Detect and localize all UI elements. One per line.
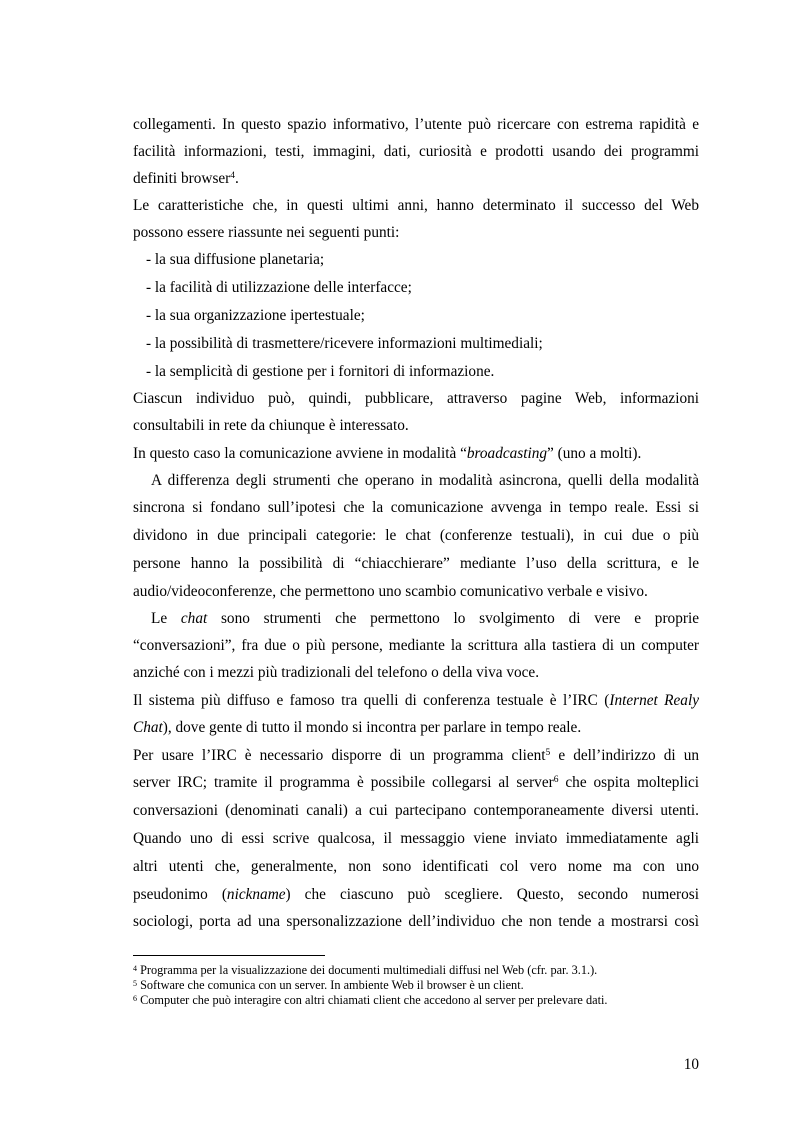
body-line-5: possono essere riassunte nei seguenti punti:	[133, 224, 400, 241]
list-item: - la possibilità di trasmettere/ricevere informazioni multimediali;	[146, 335, 543, 352]
text-span: In questo caso la comunicazione avviene in modalità “	[133, 445, 467, 462]
page-number: 10	[683, 1056, 699, 1073]
footnote-number: 5	[133, 979, 137, 988]
body-line-27: Quando uno di essi scrive qualcosa, il messaggio viene inviato immediatamente agli	[133, 830, 699, 847]
body-line-21: anziché con i mezzi più tradizionali del telefono o della viva voce.	[133, 664, 540, 681]
body-line-20: “conversazioni”, fra due o più persone, mediante la scrittura alla tastiera di un computer	[133, 637, 699, 654]
footnote-ref-6: 6	[553, 775, 559, 785]
footnote-6	[133, 993, 699, 1008]
body-line-2: facilità informazioni, testi, immagini, dati, curiosità e prodotti usando dei programmi	[133, 143, 699, 160]
footnote-text: Programma per la visualizzazione dei documenti multimediali diffusi nel Web (cfr. par. 3.1.).	[137, 963, 598, 977]
body-line-18: audio/videoconferenze, che permettono uno scambio comunicativo verbale e visivo.	[133, 583, 648, 600]
body-line-1: collegamenti. In questo spazio informativo, l’utente può ricercare con estrema rapidità e	[133, 116, 699, 133]
text-span: ), dove gente di tutto il mondo si incontra per parlare in tempo reale.	[162, 719, 582, 736]
text-span: definiti browser	[133, 170, 231, 187]
footnote-ref-4: 4	[230, 171, 236, 181]
body-line-25	[133, 774, 699, 792]
body-line-14: A differenza degli strumenti che operano in modalità asincrona, quelli della modalità	[151, 472, 699, 489]
footnote-text: Software che comunica con un server. In ambiente Web il browser è un client.	[137, 978, 524, 992]
text-span: Il sistema più diffuso e famoso tra quelli di conferenza testuale è l’IRC (	[133, 692, 610, 709]
footnote-5	[133, 978, 699, 993]
body-line-16: dividono in due principali categorie: le chat (conferenze testuali), in cui due o più	[133, 527, 699, 544]
body-line-4: Le caratteristiche che, in questi ultimi anni, hanno determinato il successo del Web	[133, 197, 699, 214]
italic-term: nickname	[226, 886, 286, 903]
body-line-19	[151, 610, 699, 628]
footnote-separator	[133, 955, 325, 956]
body-line-11: Ciascun individuo può, quindi, pubblicare, attraverso pagine Web, informazioni	[133, 390, 699, 407]
text-span: sono strumenti che permettono lo svolgimento di vere e proprie	[220, 610, 699, 627]
body-line-24	[133, 747, 699, 765]
body-line-17: persone hanno la possibilità di “chiacchierare” mediante l’uso della scrittura, e le	[133, 555, 699, 572]
body-line-28: altri utenti che, generalmente, non sono identificati col vero nome ma con uno	[133, 858, 699, 875]
body-line-30: sociologi, porta ad una spersonalizzazione dell’individuo che non tende a mostrarsi così	[133, 913, 699, 930]
body-line-23	[133, 719, 699, 737]
footnote-4	[133, 963, 699, 978]
list-item: - la sua diffusione planetaria;	[146, 251, 325, 268]
text-span: che ospita molteplici	[558, 774, 699, 791]
text-span: ) che ciascuno può scegliere. Questo, secondo numerosi	[285, 886, 699, 903]
body-line-3	[133, 170, 699, 188]
italic-term: Internet Realy	[609, 692, 699, 709]
text-span: server IRC; tramite il programma è possibile collegarsi al server	[133, 774, 554, 791]
body-line-13	[133, 445, 699, 463]
body-line-29	[133, 886, 699, 904]
text-span: .	[235, 170, 239, 187]
list-item: - la semplicità di gestione per i fornitori di informazione.	[146, 363, 495, 380]
text-span: Per usare l’IRC è necessario disporre di un programma client	[133, 747, 546, 764]
italic-term: chat	[180, 610, 208, 627]
footnote-text: Computer che può interagire con altri chiamati client che accedono al server per prelevare dati.	[137, 993, 608, 1007]
body-line-22	[133, 692, 699, 710]
footnote-number: 4	[133, 964, 137, 973]
italic-term: broadcasting	[466, 445, 548, 462]
body-line-12: consultabili in rete da chiunque è interessato.	[133, 417, 409, 434]
footnote-number: 6	[133, 994, 137, 1003]
list-item: - la facilità di utilizzazione delle interfacce;	[146, 279, 412, 296]
list-item: - la sua organizzazione ipertestuale;	[146, 307, 365, 324]
text-span: ” (uno a molti).	[547, 445, 642, 462]
body-line-26: conversazioni (denominati canali) a cui partecipano contemporaneamente diversi utenti.	[133, 802, 699, 819]
body-line-15: sincrona si fondano sull’ipotesi che la comunicazione avvenga in tempo reale. Essi si	[133, 499, 699, 516]
text-span: pseudonimo (	[133, 886, 227, 903]
italic-term: Chat	[133, 719, 163, 736]
footnote-ref-5: 5	[545, 748, 551, 758]
text-span: Le	[151, 610, 168, 627]
text-span: e dell’indirizzo di un	[550, 747, 700, 764]
